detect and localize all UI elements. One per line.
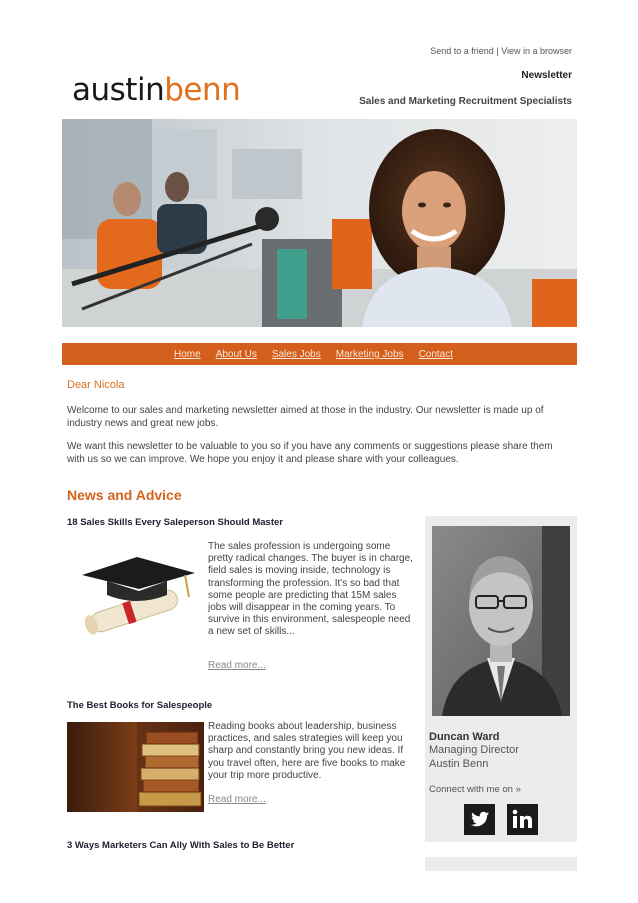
profile-photo [432, 526, 570, 716]
logo-part-benn: benn [164, 72, 241, 108]
view-in-browser-link[interactable]: View in a browser [501, 46, 572, 56]
article-1-title[interactable]: 18 Sales Skills Every Saleperson Should Master [67, 517, 283, 528]
intro-paragraph-1: Welcome to our sales and marketing newsletter aimed at those in the industry. Our newsletter is made up of industry news and great new jobs. [67, 405, 544, 429]
profile-name: Duncan Ward [429, 731, 500, 743]
article-1-read-more[interactable]: Read more... [208, 660, 266, 671]
portrait-illustration [432, 526, 570, 716]
article-2-title[interactable]: The Best Books for Salespeople [67, 700, 213, 711]
article-1-body: The sales profession is undergoing some pretty radical changes. The buyer is in charge, field sales is moving inside, technology is transforming the profession. It's so bad that some people are predicting that 15M sales jobs will disappear in the coming years. To survive in this environment, salespeople need a new set of skills... [208, 541, 413, 638]
profile-role: Managing Director [429, 744, 519, 756]
send-to-friend-link[interactable]: Send to a friend [430, 46, 494, 56]
intro-paragraph-2: We want this newsletter to be valuable to you so if you have any comments or suggestions please share them with us so we can improve. We hope you enjoy it and please share with your colleagues. [67, 441, 553, 465]
news-section-title: News and Advice [67, 487, 182, 503]
nav-bar [62, 343, 577, 365]
nav-home[interactable]: Home [174, 349, 201, 360]
tagline: Sales and Marketing Recruitment Specialists [359, 96, 572, 107]
linkedin-icon[interactable] [507, 804, 538, 835]
top-links [430, 46, 572, 56]
article-2-image[interactable] [67, 722, 204, 812]
nav-contact[interactable]: Contact [418, 349, 454, 360]
graduation-cap-icon [67, 545, 204, 635]
nav-marketing-jobs[interactable]: Marketing Jobs [335, 349, 404, 360]
newsletter-label: Newsletter [521, 70, 572, 81]
hero-illustration [62, 119, 577, 327]
books-stack-icon [67, 722, 204, 812]
twitter-icon[interactable] [464, 804, 495, 835]
article-3-title[interactable]: 3 Ways Marketers Can Ally With Sales to Be Better [67, 840, 295, 851]
link-separator: | [493, 46, 502, 56]
profile-company: Austin Benn [429, 758, 489, 770]
article-1-image[interactable] [67, 545, 204, 635]
nav-about-us[interactable]: About Us [215, 349, 257, 360]
logo[interactable] [72, 72, 240, 108]
hero-image [62, 119, 577, 327]
nav-sales-jobs[interactable]: Sales Jobs [271, 349, 321, 360]
sidebar-bottom-box [425, 857, 577, 871]
connect-label: Connect with me on » [429, 784, 521, 795]
greeting: Dear Nicola [67, 379, 125, 391]
article-2-body: Reading books about leadership, business practices, and sales strategies will keep you sharp and constantly bring you new ideas. If you travel often, here are five books to make your trip more productive. [208, 721, 406, 781]
logo-part-austin: austin [72, 72, 165, 108]
article-2-read-more[interactable]: Read more... [208, 794, 266, 805]
